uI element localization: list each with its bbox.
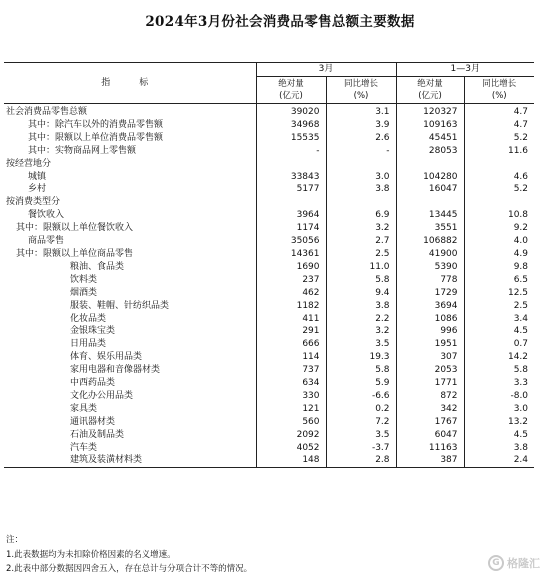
march-value: - xyxy=(256,145,326,158)
jan-mar-header: 1—3月 xyxy=(396,63,534,77)
table-row xyxy=(4,390,534,403)
table-row xyxy=(4,235,534,248)
march-value xyxy=(256,158,326,171)
ytd-value: 778 xyxy=(396,274,464,287)
march-value: 4052 xyxy=(256,442,326,455)
ytd-value: 996 xyxy=(396,325,464,338)
table-row xyxy=(4,416,534,429)
table-row xyxy=(4,442,534,455)
march-yoy-value: 6.9 xyxy=(326,209,396,222)
ytd-yoy-value: 5.2 xyxy=(464,183,534,196)
abs-label: 绝对量 xyxy=(278,79,304,89)
march-yoy-value: 3.2 xyxy=(326,325,396,338)
row-label: 家具类 xyxy=(70,403,98,414)
march-value: 330 xyxy=(256,390,326,403)
ytd-yoy-value: 2.5 xyxy=(464,300,534,313)
march-yoy-value: 3.8 xyxy=(326,183,396,196)
ytd-value: 41900 xyxy=(396,248,464,261)
ytd-yoy-value: 0.7 xyxy=(464,338,534,351)
row-label: 家用电器和音像器材类 xyxy=(70,365,161,376)
march-value: 462 xyxy=(256,287,326,300)
row-label: 按经营地分 xyxy=(6,158,52,169)
ytd-value: 13445 xyxy=(396,209,464,222)
ytd-value: 342 xyxy=(396,403,464,416)
march-yoy-value: 7.2 xyxy=(326,416,396,429)
march-yoy-value: 9.4 xyxy=(326,287,396,300)
row-label: 中西药品类 xyxy=(70,378,116,389)
march-value: 1690 xyxy=(256,261,326,274)
table-row xyxy=(4,325,534,338)
march-value: 15535 xyxy=(256,132,326,145)
march-yoy-value: 2.7 xyxy=(326,235,396,248)
ytd-value: 387 xyxy=(396,454,464,467)
indicator-header: 指 标 xyxy=(4,63,256,104)
row-label: 文化办公用品类 xyxy=(70,390,134,401)
march-value: 1182 xyxy=(256,300,326,313)
row-label: 服装、鞋帽、针纺织品类 xyxy=(70,300,170,311)
row-label: 通讯器材类 xyxy=(70,416,116,427)
march-yoy-value: 5.9 xyxy=(326,377,396,390)
table-row xyxy=(4,158,534,171)
row-label: 城镇 xyxy=(28,171,47,182)
march-yoy-value: 0.2 xyxy=(326,403,396,416)
table-row xyxy=(4,313,534,326)
ytd-value: 1767 xyxy=(396,416,464,429)
ytd-yoy-value: 6.5 xyxy=(464,274,534,287)
yoy-label: 同比增长 xyxy=(482,79,517,89)
row-label: 烟酒类 xyxy=(70,287,98,298)
row-label: 日用品类 xyxy=(70,339,107,350)
gelonghui-logo-icon: G xyxy=(488,555,504,571)
ytd-value: 3694 xyxy=(396,300,464,313)
march-yoy-value: - xyxy=(326,145,396,158)
ytd-value: 104280 xyxy=(396,171,464,184)
ytd-value: 120327 xyxy=(396,104,464,119)
note-1: 1.此表数据均为未扣除价格因素的名义增速。 xyxy=(6,549,176,560)
table-row xyxy=(4,454,534,467)
ytd-value: 1086 xyxy=(396,313,464,326)
ytd-yoy-value: 2.4 xyxy=(464,454,534,467)
march-yoy-header xyxy=(326,77,396,104)
march-value: 411 xyxy=(256,313,326,326)
ytd-yoy-value: 12.5 xyxy=(464,287,534,300)
abs-unit: (亿元) xyxy=(418,91,442,101)
ytd-yoy-value: 4.6 xyxy=(464,171,534,184)
row-label: 建筑及装潢材料类 xyxy=(4,454,256,467)
march-value: 737 xyxy=(256,364,326,377)
march-yoy-value: 3.5 xyxy=(326,338,396,351)
footnotes xyxy=(6,533,252,577)
row-label: 石油及制品类 xyxy=(70,429,125,440)
table-row xyxy=(4,132,534,145)
ytd-yoy-value: 13.2 xyxy=(464,416,534,429)
ytd-value: 45451 xyxy=(396,132,464,145)
table-row xyxy=(4,145,534,158)
march-yoy-value: 3.8 xyxy=(326,300,396,313)
table-row xyxy=(4,196,534,209)
row-label: 按消费类型分 xyxy=(6,197,61,208)
row-label: 社会消费品零售总额 xyxy=(6,107,88,117)
table-row xyxy=(4,377,534,390)
ytd-yoy-value: 3.0 xyxy=(464,403,534,416)
ytd-yoy-value: 4.7 xyxy=(464,104,534,119)
ytd-yoy-value: 4.7 xyxy=(464,119,534,132)
ytd-value: 28053 xyxy=(396,145,464,158)
ytd-value: 11163 xyxy=(396,442,464,455)
ytd-yoy-value: 9.8 xyxy=(464,261,534,274)
abs-label: 绝对量 xyxy=(417,79,443,89)
table-row xyxy=(4,248,534,261)
ytd-yoy-value: 3.3 xyxy=(464,377,534,390)
note-2: 2.此表中部分数据因四舍五入，存在总计与分项合计不等的情况。 xyxy=(6,564,253,574)
row-label: 汽车类 xyxy=(70,442,98,453)
ytd-yoy-value xyxy=(464,196,534,209)
retail-sales-table xyxy=(4,62,534,468)
march-value: 114 xyxy=(256,351,326,364)
ytd-yoy-header xyxy=(464,77,534,104)
header-row-period xyxy=(4,63,534,77)
march-yoy-value: 2.5 xyxy=(326,248,396,261)
ytd-value: 16047 xyxy=(396,183,464,196)
march-yoy-value: 3.1 xyxy=(326,104,396,119)
march-value: 634 xyxy=(256,377,326,390)
ytd-value: 872 xyxy=(396,390,464,403)
ytd-yoy-value: 4.5 xyxy=(464,429,534,442)
march-yoy-value xyxy=(326,196,396,209)
march-value: 2092 xyxy=(256,429,326,442)
row-label: 商品零售 xyxy=(28,236,65,247)
row-label: 其中：除汽车以外的消费品零售额 xyxy=(28,119,164,130)
ytd-value: 3551 xyxy=(396,222,464,235)
row-label: 餐饮收入 xyxy=(28,210,65,221)
ytd-value: 2053 xyxy=(396,364,464,377)
table-body xyxy=(4,104,534,468)
table-row xyxy=(4,119,534,132)
march-header: 3月 xyxy=(256,63,396,77)
yoy-unit: (%) xyxy=(491,91,507,101)
march-yoy-value: -6.6 xyxy=(326,390,396,403)
march-value: 14361 xyxy=(256,248,326,261)
row-label: 其中：限额以上单位餐饮收入 xyxy=(16,223,134,234)
table-row xyxy=(4,261,534,274)
ytd-yoy-value: 5.8 xyxy=(464,364,534,377)
march-yoy-value: 3.2 xyxy=(326,222,396,235)
row-label: 饮料类 xyxy=(70,274,98,285)
yoy-label: 同比增长 xyxy=(344,79,379,89)
march-value: 5177 xyxy=(256,183,326,196)
table-row xyxy=(4,338,534,351)
ytd-value: 1771 xyxy=(396,377,464,390)
yoy-unit: (%) xyxy=(353,91,369,101)
march-yoy-value: 5.8 xyxy=(326,364,396,377)
table-row xyxy=(4,222,534,235)
march-value: 148 xyxy=(256,454,326,467)
table-row xyxy=(4,274,534,287)
table-row xyxy=(4,300,534,313)
row-label: 其中：限额以上单位消费品零售额 xyxy=(28,132,164,143)
ytd-yoy-value: 14.2 xyxy=(464,351,534,364)
march-yoy-value: 2.8 xyxy=(326,454,396,467)
march-value: 1174 xyxy=(256,222,326,235)
march-yoy-value: 19.3 xyxy=(326,351,396,364)
table-row xyxy=(4,183,534,196)
march-yoy-value: 3.5 xyxy=(326,429,396,442)
march-yoy-value xyxy=(326,158,396,171)
march-value: 121 xyxy=(256,403,326,416)
table-row xyxy=(4,287,534,300)
row-label: 体育、娱乐用品类 xyxy=(70,352,143,363)
march-value: 666 xyxy=(256,338,326,351)
abs-unit: (亿元) xyxy=(279,91,303,101)
table-row xyxy=(4,104,534,119)
row-label: 金银珠宝类 xyxy=(70,326,116,337)
march-value xyxy=(256,196,326,209)
table-row xyxy=(4,171,534,184)
row-label: 其中：限额以上单位商品零售 xyxy=(16,248,134,259)
row-label: 粮油、食品类 xyxy=(70,261,125,272)
ytd-yoy-value: 4.9 xyxy=(464,248,534,261)
ytd-value: 1951 xyxy=(396,338,464,351)
march-value: 291 xyxy=(256,325,326,338)
march-yoy-value: -3.7 xyxy=(326,442,396,455)
march-yoy-value: 2.2 xyxy=(326,313,396,326)
ytd-yoy-value: 11.6 xyxy=(464,145,534,158)
march-value: 34968 xyxy=(256,119,326,132)
ytd-value: 1729 xyxy=(396,287,464,300)
ytd-yoy-value: -8.0 xyxy=(464,390,534,403)
march-abs-header xyxy=(256,77,326,104)
row-label: 化妆品类 xyxy=(70,313,107,324)
march-yoy-value: 5.8 xyxy=(326,274,396,287)
ytd-yoy-value: 4.5 xyxy=(464,325,534,338)
table-row xyxy=(4,364,534,377)
march-yoy-value: 11.0 xyxy=(326,261,396,274)
table-row xyxy=(4,209,534,222)
table-row xyxy=(4,403,534,416)
march-value: 560 xyxy=(256,416,326,429)
ytd-abs-header xyxy=(396,77,464,104)
march-value: 33843 xyxy=(256,171,326,184)
ytd-yoy-value: 3.8 xyxy=(464,442,534,455)
ytd-yoy-value: 9.2 xyxy=(464,222,534,235)
ytd-value: 307 xyxy=(396,351,464,364)
table-title: 2024年3月份社会消费品零售总额主要数据 xyxy=(145,14,415,30)
table-row xyxy=(4,429,534,442)
ytd-value xyxy=(396,196,464,209)
ytd-value: 106882 xyxy=(396,235,464,248)
ytd-value: 6047 xyxy=(396,429,464,442)
march-yoy-value: 3.9 xyxy=(326,119,396,132)
ytd-yoy-value: 3.4 xyxy=(464,313,534,326)
march-yoy-value: 3.0 xyxy=(326,171,396,184)
ytd-value: 109163 xyxy=(396,119,464,132)
ytd-yoy-value: 5.2 xyxy=(464,132,534,145)
row-label: 其中：实物商品网上零售额 xyxy=(28,145,137,156)
watermark-logo xyxy=(488,552,554,574)
march-yoy-value: 2.6 xyxy=(326,132,396,145)
march-value: 35056 xyxy=(256,235,326,248)
march-value: 39020 xyxy=(256,104,326,119)
ytd-yoy-value: 10.8 xyxy=(464,209,534,222)
table-row xyxy=(4,351,534,364)
ytd-value: 5390 xyxy=(396,261,464,274)
notes-heading: 注： xyxy=(6,535,24,545)
march-value: 237 xyxy=(256,274,326,287)
row-label: 乡村 xyxy=(28,184,47,195)
march-value: 3964 xyxy=(256,209,326,222)
watermark-text: 格隆汇 xyxy=(507,557,540,570)
ytd-value xyxy=(396,158,464,171)
ytd-yoy-value: 4.0 xyxy=(464,235,534,248)
ytd-yoy-value xyxy=(464,158,534,171)
